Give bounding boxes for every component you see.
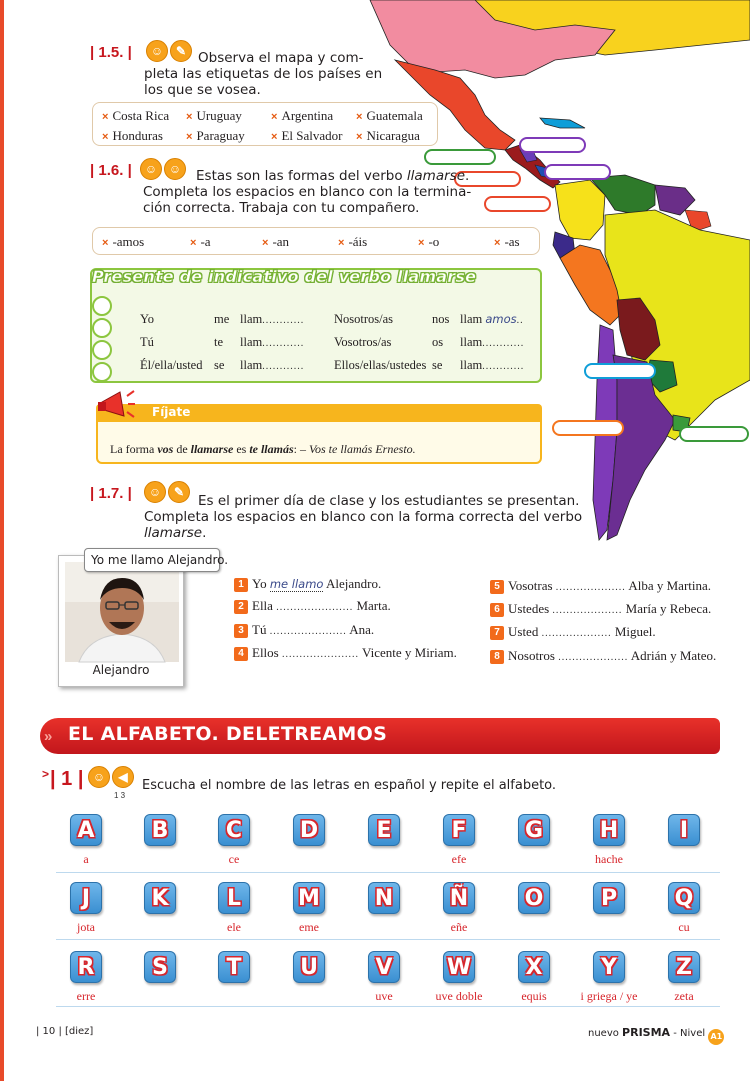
- exercise-instruction: Es el primer día de clase y los estudiantes se presentan.: [198, 493, 580, 509]
- verb-stem[interactable]: llam............: [240, 335, 305, 349]
- ending-option: × -as: [494, 234, 520, 249]
- conjugation-title: Presente de indicativo del verbo llamarse: [92, 267, 477, 286]
- letter-name: hache: [595, 852, 623, 866]
- country-option: × Guatemala: [356, 108, 423, 123]
- exercise-instruction: Estas son las formas del verbo llamarse.: [196, 168, 470, 184]
- letter-tile-v[interactable]: V: [368, 951, 400, 983]
- sentence-item[interactable]: 5 Vosotras .................... Alba y Martina.: [490, 578, 711, 594]
- letter-tile-k[interactable]: K: [144, 882, 176, 914]
- exercise-instruction: [144, 509, 582, 541]
- letter-tile-u[interactable]: U: [293, 951, 325, 983]
- note-text: La forma vos de llamarse es te llamás: – Vos te llamás Ernesto.: [110, 442, 416, 456]
- plural-reflexive: os: [432, 335, 444, 349]
- reflexive: me: [214, 312, 230, 326]
- sentence-item[interactable]: 1 Yo me llamo Alejandro.: [234, 576, 381, 592]
- writing-icon: ✎: [168, 481, 190, 503]
- map-label-box: [485, 197, 550, 211]
- letter-tile-b[interactable]: B: [144, 814, 176, 846]
- banner-arrows-icon: »: [44, 728, 53, 745]
- letter-name: a: [83, 852, 89, 866]
- country-option: × Paraguay: [186, 128, 245, 143]
- row-divider: [56, 939, 720, 940]
- student-icon: ☺: [144, 481, 166, 503]
- letter-name: i griega / ye: [580, 989, 638, 1003]
- writing-icon: ✎: [170, 40, 192, 62]
- letter-tile-w[interactable]: W: [443, 951, 475, 983]
- exercise-instruction: [143, 184, 471, 216]
- instruction-line: pleta las etiquetas de los países en: [144, 66, 383, 82]
- letter-tile-d[interactable]: D: [293, 814, 325, 846]
- audio-icon[interactable]: ◀: [112, 766, 134, 788]
- letter-tile-p[interactable]: P: [593, 882, 625, 914]
- exercise-instruction: [198, 50, 364, 66]
- photo-caption: Alejandro: [92, 663, 150, 677]
- endings-word-box: [92, 227, 540, 255]
- exercise-instruction: Escucha el nombre de las letras en español y repite el alfabeto.: [142, 778, 557, 793]
- pronoun: Tú: [140, 335, 154, 349]
- plural-verb-stem[interactable]: llam amos..: [460, 312, 524, 326]
- map-colombia: [555, 180, 605, 240]
- letter-tile-y[interactable]: Y: [593, 951, 625, 983]
- sentence-item[interactable]: 8 Nosotros .................... Adrián y Mateo.: [490, 648, 716, 664]
- map-label-box: [520, 138, 585, 152]
- letter-name: cu: [678, 920, 690, 934]
- plural-pronoun: Nosotros/as: [334, 312, 394, 326]
- letter-tile-s[interactable]: S: [144, 951, 176, 983]
- letter-name: efe: [451, 852, 467, 866]
- plural-reflexive: se: [432, 358, 443, 372]
- exercise-number: | 1.7. |: [90, 485, 132, 502]
- instruction-line: Completa los espacios en blanco con la termina-: [143, 184, 472, 200]
- letter-tile-a[interactable]: A: [70, 814, 102, 846]
- sentence-item[interactable]: 3 Tú ...................... Ana.: [234, 622, 374, 638]
- letter-name: jota: [77, 920, 95, 934]
- plural-pronoun: Vosotros/as: [334, 335, 392, 349]
- letter-tile-h[interactable]: H: [593, 814, 625, 846]
- letter-tile-e[interactable]: E: [368, 814, 400, 846]
- exercise-icons: [144, 481, 190, 503]
- letter-name: equis: [521, 989, 547, 1003]
- verb-stem[interactable]: llam............: [240, 312, 305, 326]
- plural-verb-stem[interactable]: llam............: [460, 358, 525, 372]
- letter-tile-c[interactable]: C: [218, 814, 250, 846]
- letter-name: zeta: [674, 989, 694, 1003]
- letter-name: eme: [299, 920, 319, 934]
- letter-tile-ñ[interactable]: Ñ: [443, 882, 475, 914]
- exercise-number: | 1 |: [50, 768, 84, 790]
- letter-tile-l[interactable]: L: [218, 882, 250, 914]
- page-edge-stripe: [0, 0, 4, 1081]
- note-label: Fíjate: [152, 405, 191, 419]
- student-icon: ☺: [146, 40, 168, 62]
- letter-name: ce: [228, 852, 240, 866]
- exercise-number: | 1.5. |: [90, 44, 132, 61]
- letter-tile-o[interactable]: O: [518, 882, 550, 914]
- letter-name: uve doble: [435, 989, 483, 1003]
- letter-tile-j[interactable]: J: [70, 882, 102, 914]
- audio-track: 1 3: [114, 791, 126, 800]
- country-option: × Honduras: [102, 128, 163, 143]
- letter-tile-z[interactable]: Z: [668, 951, 700, 983]
- row-divider: [56, 872, 720, 873]
- instruction-line: Observa el mapa y com-: [198, 50, 364, 66]
- map-label-box: [585, 364, 655, 378]
- sentence-item[interactable]: 4 Ellos ...................... Vicente y Miriam.: [234, 645, 457, 661]
- student-photo: [59, 556, 185, 666]
- map-label-box: [553, 421, 623, 435]
- pair-work-icon: ☺: [164, 158, 186, 180]
- country-option: × El Salvador: [271, 128, 343, 143]
- map-label-box: [545, 165, 610, 179]
- letter-tile-f[interactable]: F: [443, 814, 475, 846]
- ending-option: × -o: [418, 234, 440, 249]
- letter-tile-m[interactable]: M: [293, 882, 325, 914]
- sentence-item[interactable]: 2 Ella ...................... Marta.: [234, 598, 391, 614]
- letter-tile-n[interactable]: N: [368, 882, 400, 914]
- exercise-icons: [88, 766, 134, 788]
- plural-reflexive: nos: [432, 312, 450, 326]
- ending-option: × -amos: [102, 234, 145, 249]
- notebook-rings: [92, 296, 112, 384]
- country-option: × Costa Rica: [102, 108, 170, 123]
- map-label-box: [680, 427, 748, 441]
- letter-tile-t[interactable]: T: [218, 951, 250, 983]
- pronoun: Él/ella/usted: [140, 358, 203, 372]
- letter-tile-g[interactable]: G: [518, 814, 550, 846]
- map-label-box: [425, 150, 495, 164]
- speech-bubble: Yo me llamo Alejandro.: [84, 548, 220, 572]
- instruction-line: ción correcta. Trabaja con tu compañero.: [143, 200, 420, 216]
- letter-name: uve: [375, 989, 393, 1003]
- chevron-right-icon: >: [42, 767, 50, 781]
- brand-footer: nuevo PRISMA - Nivel A1: [588, 1026, 724, 1045]
- letter-name: erre: [76, 989, 96, 1003]
- letter-tile-i[interactable]: I: [668, 814, 700, 846]
- pair-work-icon: ☺: [140, 158, 162, 180]
- plural-pronoun: Ellos/ellas/ustedes: [334, 358, 427, 372]
- letter-tile-x[interactable]: X: [518, 951, 550, 983]
- page-number: | 10 | [diez]: [36, 1026, 94, 1037]
- letter-name: eñe: [450, 920, 468, 934]
- reflexive: te: [214, 335, 224, 349]
- instruction-line: los que se vosea.: [144, 82, 261, 98]
- letter-tile-q[interactable]: Q: [668, 882, 700, 914]
- instruction-line: llamarse.: [144, 525, 207, 541]
- row-divider: [56, 1006, 720, 1007]
- map-cuba: [540, 118, 585, 128]
- letter-name: ele: [227, 920, 241, 934]
- country-option: × Uruguay: [186, 108, 242, 123]
- exercise-icons: [140, 158, 186, 180]
- pronoun: Yo: [140, 312, 155, 326]
- exercise-number: | 1.6. |: [90, 162, 132, 179]
- plural-verb-stem[interactable]: llam............: [460, 335, 525, 349]
- letter-tile-r[interactable]: R: [70, 951, 102, 983]
- instruction-line: Completa los espacios en blanco con la forma correcta del verbo: [144, 509, 583, 525]
- exercise-instruction: [144, 66, 382, 98]
- ending-option: × -an: [262, 234, 290, 249]
- section-title: EL ALFABETO. DELETREAMOS: [68, 723, 388, 745]
- megaphone-icon: [94, 388, 136, 424]
- ending-option: × -áis: [338, 234, 368, 249]
- reflexive: se: [214, 358, 225, 372]
- verb-stem[interactable]: llam............: [240, 358, 305, 372]
- student-icon: ☺: [88, 766, 110, 788]
- country-option: × Argentina: [271, 108, 334, 123]
- exercise-icons: [146, 40, 192, 62]
- country-option: × Nicaragua: [356, 128, 420, 143]
- sentence-item[interactable]: 7 Usted .................... Miguel.: [490, 624, 656, 640]
- sentence-item[interactable]: 6 Ustedes .................... María y Rebeca.: [490, 601, 711, 617]
- ending-option: × -a: [190, 234, 211, 249]
